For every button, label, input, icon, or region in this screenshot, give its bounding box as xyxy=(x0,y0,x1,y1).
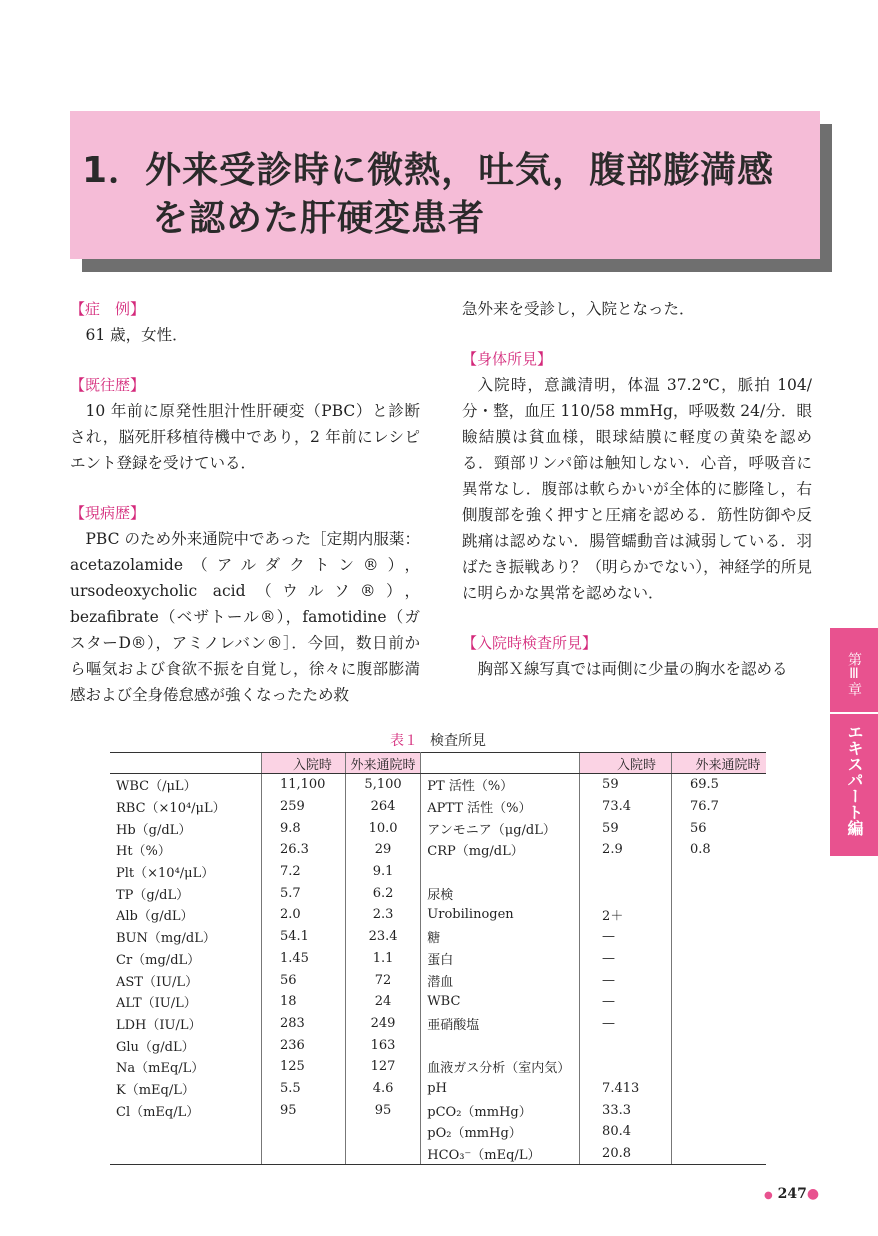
present-illness-text: PBC のため外来通院中であった［定期内服薬：acetazolamide（アルダクトン®），ursodeoxycholic acid（ウルソ®），bezafibrate（ベザトール®），famotidine（ガスターD®），アミノレバン®］．今回，数日前から嘔気および食欲不振を自覚し，徐々に腹部膨満感および全身倦怠感が強くなったため救 xyxy=(70,530,420,704)
table-row xyxy=(110,1034,766,1056)
table-row xyxy=(110,839,766,861)
left-item-name: K（mEq/L） xyxy=(116,1082,195,1098)
right-outpatient-value xyxy=(671,926,766,948)
right-outpatient-value: 0.8 xyxy=(671,839,766,861)
right-outpatient-value xyxy=(671,991,766,1013)
right-admission-value: — xyxy=(580,991,672,1013)
left-item-name: Plt（×10⁴/μL） xyxy=(116,866,215,882)
continued-text: 急外来を受診し，入院となった． xyxy=(462,300,695,318)
page-title-line2: を認めた肝硬変患者 xyxy=(152,198,486,239)
right-item-name: 尿検 xyxy=(427,887,454,903)
right-outpatient-value xyxy=(671,969,766,991)
right-item-name: 血液ガス分析（室内気） xyxy=(427,1061,571,1077)
left-item-name: AST（IU/L） xyxy=(116,974,199,990)
right-admission-value xyxy=(580,861,672,883)
table-header-row xyxy=(110,753,766,774)
left-item-name: RBC（×10⁴/μL） xyxy=(116,801,226,817)
table-number: 表１ xyxy=(390,733,418,749)
left-outpatient-value: 264 xyxy=(345,796,420,818)
right-admission-value: — xyxy=(580,926,672,948)
left-item-name: LDH（IU/L） xyxy=(116,1017,202,1033)
history-text: 10 年前に原発性胆汁性肝硬変（PBC）と診断され，脳死肝移植待機中であり，2 年前にレシピエント登録を受けている． xyxy=(70,402,420,472)
right-item-name: APTT 活性（%） xyxy=(427,801,532,817)
header-outpatient-left: 外来通院時 xyxy=(345,753,420,774)
right-outpatient-value xyxy=(671,904,766,926)
left-admission-value: 18 xyxy=(261,991,345,1013)
chapter-label: 第Ⅲ章 xyxy=(846,652,862,696)
left-item-name xyxy=(110,1121,261,1143)
physical-text: 入院時，意識清明，体温 37.2℃，脈拍 104/分・整，血圧 110/58 mmHg，呼吸数 24/分．眼瞼結膜は貧血様，眼球結膜に軽度の黄染を認める．頸部リンパ節は触知しない．心音，呼吸音に異常なし．腹部は軟らかいが全体的に膨隆し，右側腹部を強く押すと圧痛を認める．筋性防御や反跳痛は認めない．腸管蠕動音は減弱している．羽ばたき振戦あり？（明らかでない），神経学的所見に明らかな異常を認めない． xyxy=(462,376,812,602)
chapter-side-tab xyxy=(830,628,878,856)
table-row xyxy=(110,904,766,926)
table-row xyxy=(110,1099,766,1121)
right-admission-value: 7.413 xyxy=(580,1078,672,1100)
part-label: エキスパート編 xyxy=(845,724,864,836)
right-admission-value: 33.3 xyxy=(580,1099,672,1121)
right-admission-value xyxy=(580,882,672,904)
left-admission-value: 283 xyxy=(261,1013,345,1035)
left-admission-value: 11,100 xyxy=(261,774,345,796)
left-item-name xyxy=(110,1143,261,1165)
header-admission-right: 入院時 xyxy=(580,753,672,774)
left-admission-value: 26.3 xyxy=(261,839,345,861)
left-outpatient-value: 9.1 xyxy=(345,861,420,883)
right-item-name: 亜硝酸塩 xyxy=(427,1017,480,1033)
right-admission-value: 80.4 xyxy=(580,1121,672,1143)
right-outpatient-value xyxy=(671,948,766,970)
right-outpatient-value xyxy=(671,1056,766,1078)
table-row xyxy=(110,969,766,991)
right-outpatient-value: 69.5 xyxy=(671,774,766,796)
right-outpatient-value: 76.7 xyxy=(671,796,766,818)
left-outpatient-value: 4.6 xyxy=(345,1078,420,1100)
left-admission-value: 5.7 xyxy=(261,882,345,904)
left-outpatient-value: 29 xyxy=(345,839,420,861)
left-item-name: Alb（g/dL） xyxy=(116,909,194,925)
left-outpatient-value: 2.3 xyxy=(345,904,420,926)
page-title-line1: 1．外来受診時に微熱，吐気，腹部膨満感 xyxy=(82,150,775,191)
left-admission-value: 2.0 xyxy=(261,904,345,926)
right-admission-value xyxy=(580,1034,672,1056)
present-illness-heading: 【現病歴】 xyxy=(70,504,146,522)
right-admission-value: 59 xyxy=(580,774,672,796)
table-row xyxy=(110,882,766,904)
left-admission-value: 125 xyxy=(261,1056,345,1078)
right-outpatient-value xyxy=(671,1099,766,1121)
header-admission-left: 入院時 xyxy=(261,753,345,774)
left-outpatient-value: 24 xyxy=(345,991,420,1013)
left-admission-value: 259 xyxy=(261,796,345,818)
left-admission-value: 56 xyxy=(261,969,345,991)
right-outpatient-value xyxy=(671,1013,766,1035)
lab-results-table xyxy=(110,752,766,1165)
left-admission-value: 54.1 xyxy=(261,926,345,948)
left-item-name: TP（g/dL） xyxy=(116,887,190,903)
table-row xyxy=(110,1056,766,1078)
left-outpatient-value: 127 xyxy=(345,1056,420,1078)
left-outpatient-value: 95 xyxy=(345,1099,420,1121)
table-title: 検査所見 xyxy=(430,733,486,749)
page-number: ● 247● xyxy=(764,1186,820,1202)
table-caption xyxy=(390,730,486,750)
table-row xyxy=(110,1121,766,1143)
admission-heading: 【入院時検査所見】 xyxy=(462,634,598,652)
right-outpatient-value xyxy=(671,861,766,883)
right-admission-value: — xyxy=(580,1013,672,1035)
right-item-name: PT 活性（%） xyxy=(427,779,514,795)
table-row xyxy=(110,1143,766,1165)
table-row xyxy=(110,796,766,818)
left-admission-value: 95 xyxy=(261,1099,345,1121)
right-admission-value: 73.4 xyxy=(580,796,672,818)
case-text: 61 歳，女性． xyxy=(85,326,188,344)
right-item-name: pO₂（mmHg） xyxy=(427,1126,522,1142)
left-item-name: Cr（mg/dL） xyxy=(116,952,201,968)
left-item-name: Na（mEq/L） xyxy=(116,1061,205,1077)
table-row xyxy=(110,817,766,839)
left-admission-value: 236 xyxy=(261,1034,345,1056)
physical-heading: 【身体所見】 xyxy=(462,350,553,368)
table-row xyxy=(110,948,766,970)
right-outpatient-value: 56 xyxy=(671,817,766,839)
right-admission-value: 2.9 xyxy=(580,839,672,861)
table-row xyxy=(110,774,766,796)
right-item-name: WBC xyxy=(427,994,461,1010)
tab-divider xyxy=(830,712,878,714)
right-item-name xyxy=(421,861,580,883)
left-outpatient-value: 163 xyxy=(345,1034,420,1056)
admission-text: 胸部Ｘ線写真では両側に少量の胸水を認める xyxy=(477,660,788,678)
left-outpatient-value: 10.0 xyxy=(345,817,420,839)
right-item-name: pH xyxy=(427,1080,447,1096)
left-admission-value: 1.45 xyxy=(261,948,345,970)
table-row xyxy=(110,926,766,948)
left-admission-value: 9.8 xyxy=(261,817,345,839)
right-item-name: HCO₃⁻（mEq/L） xyxy=(421,1143,580,1165)
right-outpatient-value xyxy=(671,1121,766,1143)
left-outpatient-value xyxy=(345,1121,420,1143)
left-item-name: Hb（g/dL） xyxy=(116,822,192,838)
right-outpatient-value xyxy=(671,1078,766,1100)
left-outpatient-value xyxy=(345,1143,420,1165)
right-admission-value: 20.8 xyxy=(580,1143,672,1165)
case-heading: 【症 例】 xyxy=(70,300,146,318)
header-outpatient-right: 外来通院時 xyxy=(671,753,766,774)
left-outpatient-value: 5,100 xyxy=(345,774,420,796)
right-admission-value: 2＋ xyxy=(580,904,672,926)
table-row xyxy=(110,1078,766,1100)
left-item-name: Cl（mEq/L） xyxy=(116,1104,200,1120)
left-outpatient-value: 249 xyxy=(345,1013,420,1035)
left-item-name: Ht（%） xyxy=(116,844,171,860)
left-item-name: BUN（mg/dL） xyxy=(116,931,216,947)
right-item-name xyxy=(421,1034,580,1056)
history-heading: 【既往歴】 xyxy=(70,376,146,394)
left-column xyxy=(70,296,420,708)
right-admission-value: 59 xyxy=(580,817,672,839)
right-item-name: 糖 xyxy=(427,931,441,947)
right-outpatient-value xyxy=(671,882,766,904)
table-row xyxy=(110,991,766,1013)
right-admission-value: — xyxy=(580,948,672,970)
left-outpatient-value: 1.1 xyxy=(345,948,420,970)
left-admission-value xyxy=(261,1143,345,1165)
table-row xyxy=(110,861,766,883)
right-admission-value xyxy=(580,1056,672,1078)
table-row xyxy=(110,1013,766,1035)
left-outpatient-value: 72 xyxy=(345,969,420,991)
right-item-name: 蛋白 xyxy=(427,952,454,968)
left-outpatient-value: 23.4 xyxy=(345,926,420,948)
left-admission-value xyxy=(261,1121,345,1143)
left-admission-value: 7.2 xyxy=(261,861,345,883)
right-outpatient-value xyxy=(671,1034,766,1056)
right-item-name: Urobilinogen xyxy=(427,907,514,923)
left-admission-value: 5.5 xyxy=(261,1078,345,1100)
right-column xyxy=(462,296,812,682)
right-admission-value: — xyxy=(580,969,672,991)
left-outpatient-value: 6.2 xyxy=(345,882,420,904)
right-outpatient-value xyxy=(671,1143,766,1165)
right-item-name: pCO₂（mmHg） xyxy=(427,1104,532,1120)
right-item-name: アンモニア（μg/dL） xyxy=(427,822,556,838)
left-item-name: WBC（/μL） xyxy=(116,779,197,795)
left-item-name: ALT（IU/L） xyxy=(116,996,197,1012)
right-item-name: CRP（mg/dL） xyxy=(427,844,524,860)
left-item-name: Glu（g/dL） xyxy=(116,1039,195,1055)
right-item-name: 潜血 xyxy=(427,974,454,990)
